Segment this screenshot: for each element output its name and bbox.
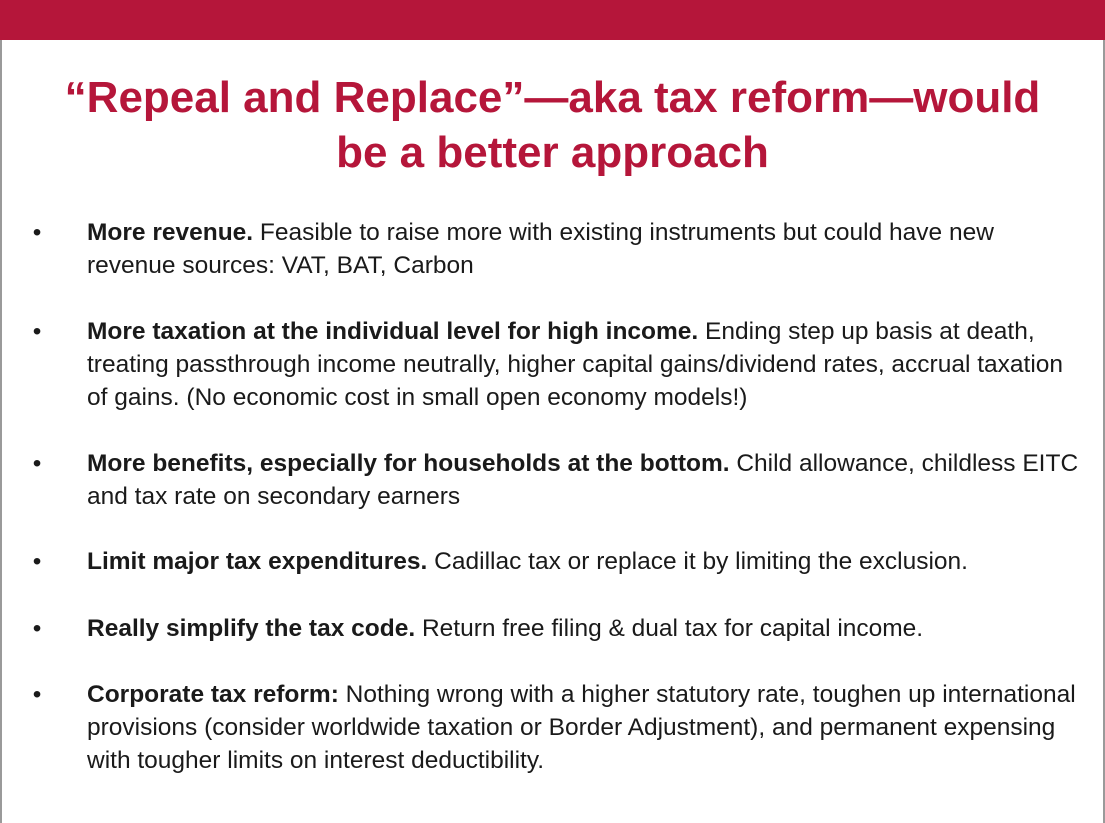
bullet-marker: • [32, 318, 42, 345]
bullet-text [87, 678, 1087, 777]
bullet-marker: • [32, 219, 42, 246]
bullet-heading: Really simplify the tax code. [87, 615, 416, 642]
bullet-marker: • [32, 681, 42, 708]
bullet-heading: More taxation at the individual level for high income. [87, 318, 699, 345]
slide-title-line-2: be a better approach [336, 128, 769, 177]
bullet-heading: Corporate tax reform: [87, 681, 339, 708]
bullet-marker: • [32, 548, 42, 575]
bullet-body: Return free filing & dual tax for capital income. [415, 615, 924, 642]
slide-header-bar [0, 0, 1105, 40]
bullet-text [87, 545, 1087, 578]
bullet-heading: Limit major tax expenditures. [87, 548, 428, 575]
bullet-marker: • [32, 615, 42, 642]
bullet-text [87, 315, 1087, 414]
bullet-body: Nothing wrong with a higher statutory rate, toughen up international provisions (consider worldwide taxation or Border Adjustment), and permanent expensing with tougher limits on interest deductibility. [87, 681, 1076, 774]
bullet-heading: More revenue. [87, 219, 254, 246]
bullet-body: Ending step up basis at death, treating passthrough income neutrally, higher capital gains/dividend rates, accrual taxation of gains. (No economic cost in small open economy models!) [87, 318, 1064, 411]
bullet-body: Feasible to raise more with existing instruments but could have new revenue sources: VAT, BAT, Carbon [87, 219, 994, 279]
slide-title-line-1: “Repeal and Replace”—aka tax reform—would [64, 73, 1041, 122]
bullet-body: Child allowance, childless EITC and tax rate on secondary earners [87, 450, 1079, 510]
bullet-text [87, 447, 1087, 513]
slide-title [0, 70, 1105, 180]
bullet-text [87, 216, 1087, 282]
bullet-text [87, 612, 1087, 645]
bullet-marker: • [32, 450, 42, 477]
bullet-heading: More benefits, especially for households at the bottom. [87, 450, 730, 477]
bullet-body: Cadillac tax or replace it by limiting the exclusion. [427, 548, 968, 575]
